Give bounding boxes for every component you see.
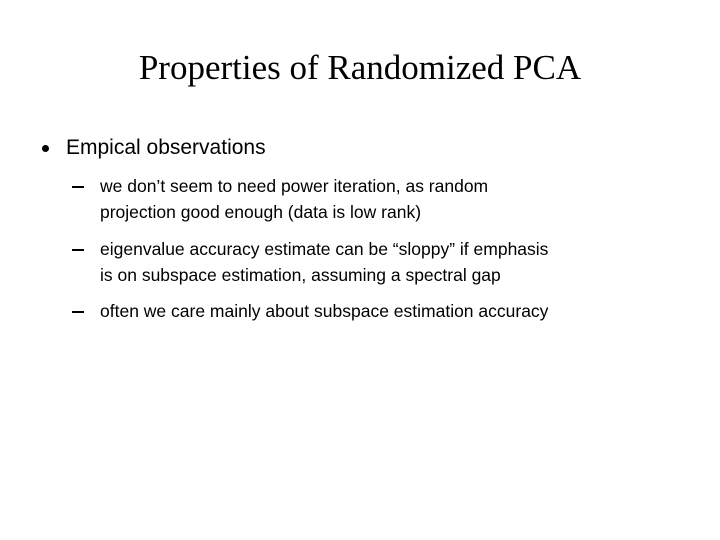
bullet-text: Empical observations bbox=[66, 136, 266, 159]
sub-bullet-line: is on subspace estimation, assuming a spectral gap bbox=[100, 265, 501, 285]
sub-bullet-text bbox=[100, 173, 700, 225]
bullet-item bbox=[40, 133, 266, 163]
sub-bullet-text bbox=[100, 298, 700, 324]
sub-bullet-line: often we care mainly about subspace estimation accuracy bbox=[100, 301, 549, 321]
sub-bullet-item bbox=[72, 236, 692, 288]
bullet-dot-icon bbox=[42, 145, 49, 152]
dash-icon bbox=[72, 298, 86, 324]
sub-bullet-line: eigenvalue accuracy estimate can be “sloppy” if emphasis bbox=[100, 239, 549, 259]
dash-icon bbox=[72, 236, 86, 262]
sub-bullet-line: projection good enough (data is low rank) bbox=[100, 202, 422, 222]
sub-bullet-item bbox=[72, 173, 692, 225]
sub-bullet-line: we don’t seem to need power iteration, as random bbox=[100, 176, 489, 196]
sub-bullet-item bbox=[72, 298, 692, 324]
sub-bullet-text bbox=[100, 236, 700, 288]
dash-icon bbox=[72, 173, 86, 199]
slide-title: Properties of Randomized PCA bbox=[138, 48, 582, 87]
